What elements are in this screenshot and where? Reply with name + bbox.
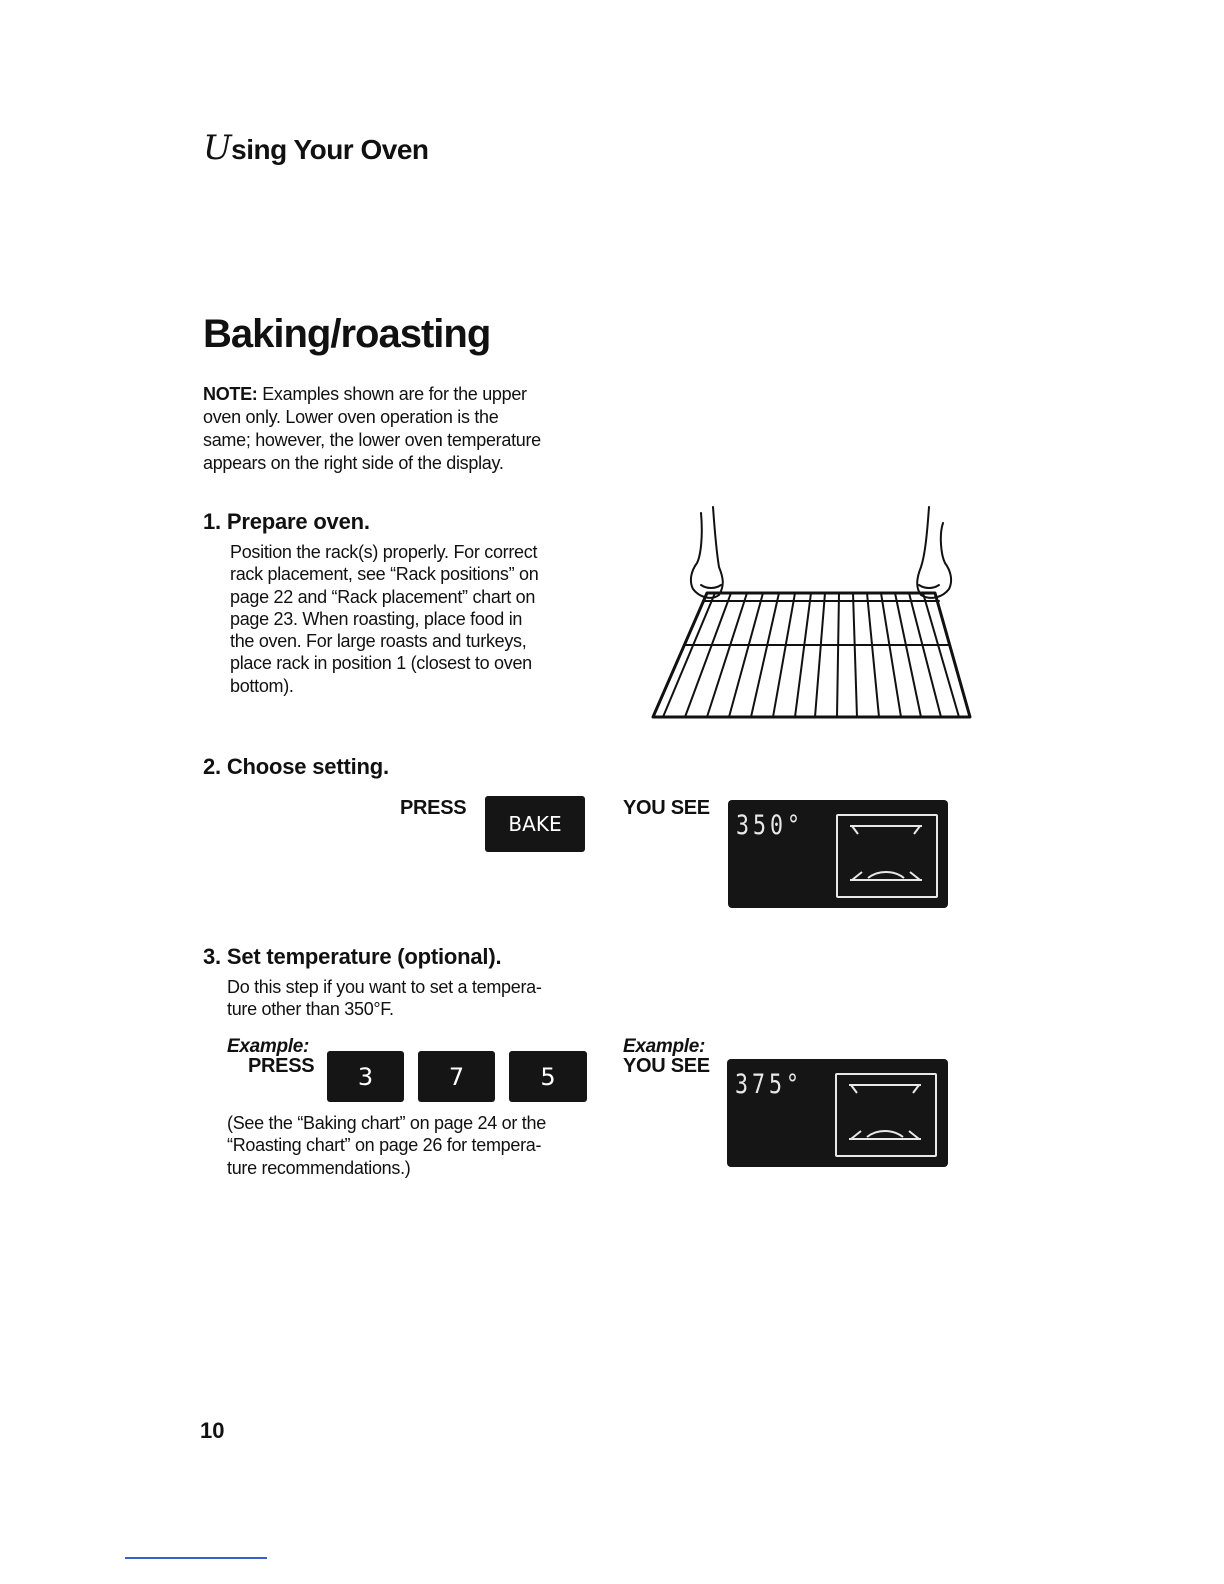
section-header [203,128,429,168]
step-3-reference [227,1112,607,1179]
step-1-line: Position the rack(s) properly. For correct [230,542,538,562]
step-3-ref-line: “Roasting chart” on page 26 for tempera- [227,1135,542,1156]
oven-rack-illustration [645,505,975,721]
oven-display [728,800,948,908]
step-3-ref-line: ture recommendations.) [227,1157,411,1178]
key-3-button[interactable]: 3 [327,1051,404,1102]
note-line-3: same; however, the lower oven temperature [203,430,541,450]
key-5-button[interactable]: 5 [509,1051,587,1102]
you-see-label: YOU SEE [623,797,710,819]
note-paragraph [203,383,603,475]
example-label: Example: [227,1036,310,1057]
key-7-button[interactable]: 7 [418,1051,495,1102]
upper-oven-icon [835,1073,937,1157]
step-1-line: rack placement, see “Rack positions” on [230,564,539,585]
step-3-ref-line: (See the “Baking chart” on page 24 or the [227,1113,546,1133]
example-label-right: Example: [623,1036,706,1057]
step-2-heading: 2. Choose setting. [203,754,389,779]
display-temperature: 350° [736,810,805,841]
oven-display-375 [727,1059,948,1167]
step-3-line: Do this step if you want to set a tempera- [227,977,542,997]
press-label: PRESS [400,797,467,819]
step-1-body [230,541,610,697]
note-label: NOTE: [203,384,258,404]
step-1-line: the oven. For large roasts and turkeys, [230,631,527,652]
step-1-heading: 1. Prepare oven. [203,509,370,534]
header-rest: sing Your Oven [231,134,429,165]
header-initial: U [203,128,232,168]
step-1-line: page 23. When roasting, place food in [230,608,523,629]
note-line-1: Examples shown are for the upper [257,384,527,404]
step-1-line: page 22 and “Rack placement” chart on [230,586,536,607]
oven-heat-icon [837,1075,935,1155]
you-see-label-step-3: YOU SEE [623,1055,710,1077]
step-1-line: place rack in position 1 (closest to oven [230,653,532,674]
note-line-2: oven only. Lower oven operation is the [203,407,499,427]
note-line-4: appears on the right side of the display. [203,453,504,473]
upper-oven-icon [836,814,938,898]
step-3-heading: 3. Set temperature (optional). [203,944,502,969]
footer-divider [125,1557,267,1559]
bake-button[interactable]: BAKE [485,796,585,852]
step-3-line: ture other than 350°F. [227,999,394,1020]
step-1-line: bottom). [230,675,294,696]
page-number: 10 [200,1418,225,1443]
step-3-body [227,976,607,1021]
oven-heat-icon [838,816,936,896]
press-label-step-3: PRESS [248,1055,315,1077]
display-temperature: 375° [735,1069,804,1100]
page-title: Baking/roasting [203,312,491,356]
